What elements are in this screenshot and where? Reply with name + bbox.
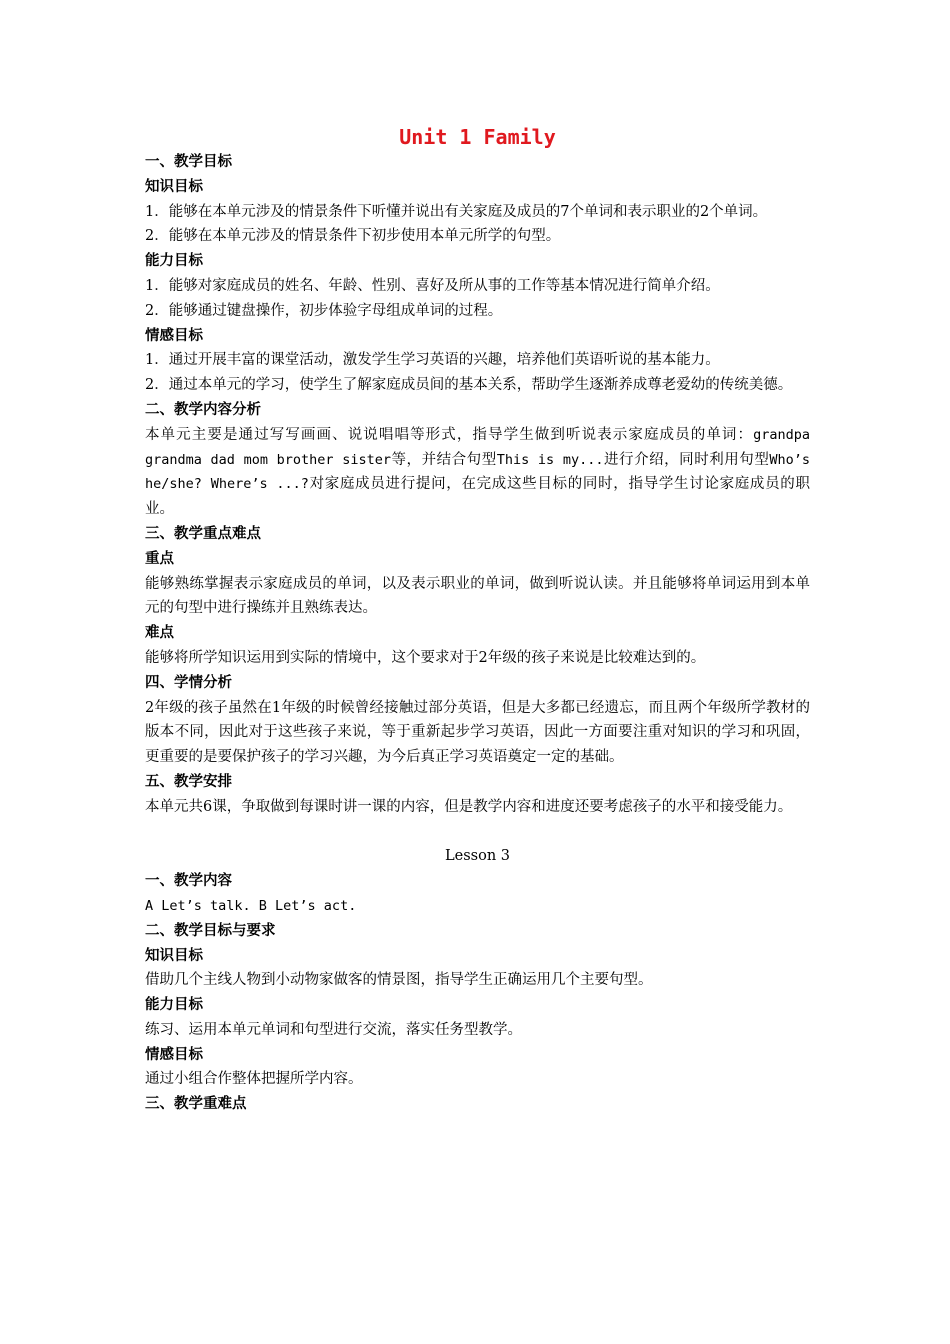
vocabulary-words: grandpa grandma dad mom brother sister [145,426,810,468]
subheading-knowledge: 知识目标 [145,177,203,195]
subheading-knowledge: 知识目标 [145,946,203,964]
section-heading-student-analysis: 四、学情分析 [145,673,232,691]
subheading-ability: 能力目标 [145,996,203,1014]
section-heading-lesson-goals: 二、教学目标与要求 [145,921,276,939]
paragraph: 1．能够对家庭成员的姓名、年龄、性别、喜好及所从事的工作等基本情况进行简单介绍。 [145,277,720,294]
paragraph: 本单元共6课，争取做到每课时讲一课的内容，但是教学内容和进度还要考虑孩子的水平和接受能力。 [145,798,793,815]
paragraph: 2．能够在本单元涉及的情景条件下初步使用本单元所学的句型。 [145,228,561,245]
paragraph: 1．通过开展丰富的课堂活动，激发学生学习英语的兴趣，培养他们英语听说的基本能力。 [145,352,720,369]
lesson-title: Lesson 3 [445,848,510,865]
paragraph: A Let’s talk. B Let’s act. [145,897,357,914]
section-heading-key-points: 三、教学重点难点 [145,524,261,542]
section-heading-goals: 一、教学目标 [145,153,232,170]
page-title: Unit 1 Family [399,125,556,149]
paragraph: 能够熟练掌握表示家庭成员的单词，以及表示职业的单词，做到听说认读。并且能够将单词运用到本单元的句型中进行操练并且熟练表达。 [145,575,810,617]
text-run: 对家庭成员进行提问，在完成这些目标的同时，指导学生讨论家庭成员的职业。 [145,476,810,518]
section-heading-lesson-content: 一、教学内容 [145,872,232,890]
section-heading-schedule: 五、教学安排 [145,772,232,790]
paragraph: 借助几个主线人物到小动物家做客的情景图，指导学生正确运用几个主要句型。 [145,972,653,989]
subheading-ability: 能力目标 [145,252,203,270]
paragraph: 练习、运用本单元单词和句型进行交流，落实任务型教学。 [145,1021,522,1038]
paragraph: 2年级的孩子虽然在1年级的时候曾经接触过部分英语，但是大多都已经遗忘，而且两个年级所学教材的版本不同，因此对于这些孩子来说，等于重新起步学习英语，因此一方面要注重对知识的学习和巩固，更重要的是要保护孩子的学习兴趣，为今后真正学习英语奠定一定的基础。 [145,699,810,766]
subheading-emotion: 情感目标 [145,1045,203,1063]
paragraph-content-analysis [145,423,810,522]
subheading-key: 重点 [145,549,174,567]
paragraph: 1．能够在本单元涉及的情景条件下听懂并说出有关家庭及成员的7个单词和表示职业的2个单词。 [145,203,768,220]
section-heading-content-analysis: 二、教学内容分析 [145,400,261,418]
text-run: 进行介绍，同时利用句型 [603,451,770,468]
sentence-pattern: This is my... [496,451,604,468]
section-heading-lesson-key-points: 三、教学重难点 [145,1095,247,1113]
subheading-difficulty: 难点 [145,624,174,642]
text-run: 等，并结合句型 [390,451,497,468]
document-page [145,124,810,1117]
paragraph: 通过小组合作整体把握所学内容。 [145,1071,363,1088]
paragraph: 2．能够通过键盘操作，初步体验字母组成单词的过程。 [145,302,503,319]
paragraph: 2．通过本单元的学习，使学生了解家庭成员间的基本关系，帮助学生逐渐养成尊老爱幼的传统美德。 [145,377,793,394]
subheading-emotion: 情感目标 [145,326,203,344]
paragraph: 能够将所学知识运用到实际的情境中，这个要求对于2年级的孩子来说是比较难达到的。 [145,649,706,666]
text-run: 本单元主要是通过写写画画、说说唱唱等形式，指导学生做到听说表示家庭成员的单词： [145,426,754,443]
sentence-pattern: Who’s he/she? Where’s ...? [145,451,810,493]
